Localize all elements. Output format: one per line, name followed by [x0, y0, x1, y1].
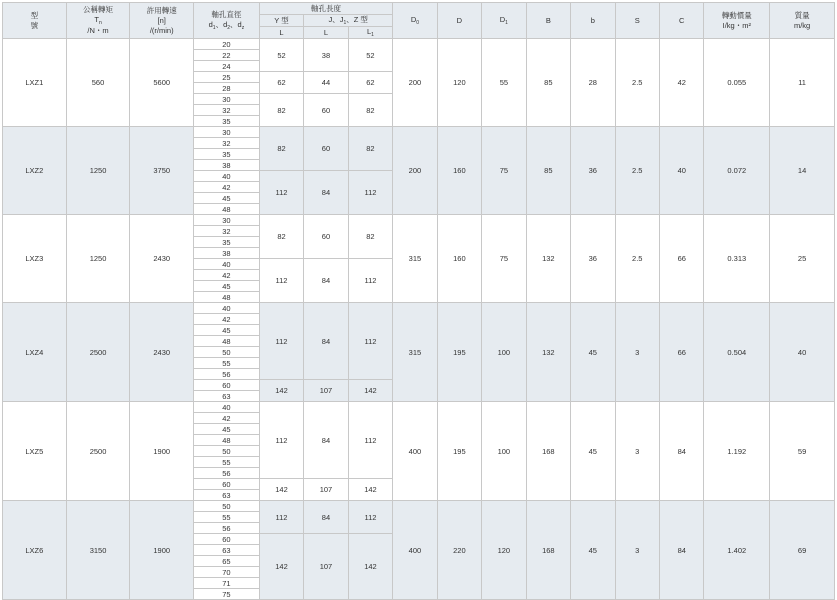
c-cell: 84	[660, 402, 704, 501]
j-length-cell: 107	[304, 479, 348, 501]
bore-cell: 56	[194, 369, 260, 380]
s-cell: 2.5	[615, 39, 659, 127]
mass-cell: 59	[770, 402, 835, 501]
c-cell: 84	[660, 501, 704, 600]
header-inertia-label: 轉動慣量	[721, 10, 752, 20]
y-length-cell: 112	[259, 259, 303, 303]
b-cell: 45	[571, 303, 615, 402]
torque-cell: 1250	[66, 127, 130, 215]
j-length-cell: 84	[304, 171, 348, 215]
l1-length-cell: 142	[348, 479, 392, 501]
bore-cell: 40	[194, 402, 260, 413]
model-group	[3, 501, 835, 600]
header-torque-unit: /N・m	[87, 26, 109, 35]
bore-cell: 30	[194, 94, 260, 105]
inertia-cell: 1.402	[704, 501, 770, 600]
bore-cell: 40	[194, 303, 260, 314]
y-length-cell: 142	[259, 380, 303, 402]
y-length-cell: 112	[259, 171, 303, 215]
coupling-spec-table	[2, 2, 835, 600]
s-cell: 3	[615, 402, 659, 501]
header-c: C	[660, 3, 704, 39]
bore-cell: 45	[194, 193, 260, 204]
bore-cell: 45	[194, 325, 260, 336]
bore-cell: 25	[194, 72, 260, 83]
bore-cell: 24	[194, 61, 260, 72]
d0-cell: 400	[393, 402, 437, 501]
mass-cell: 25	[770, 215, 835, 303]
header-s: S	[615, 3, 659, 39]
table-row	[3, 303, 835, 314]
bore-cell: 63	[194, 391, 260, 402]
b-cell: 28	[571, 39, 615, 127]
c-cell: 40	[660, 127, 704, 215]
j-length-cell: 84	[304, 259, 348, 303]
d1-cell: 100	[482, 402, 526, 501]
header-d1: $D_1$	[482, 3, 526, 39]
mass-cell: 40	[770, 303, 835, 402]
bore-cell: 45	[194, 424, 260, 435]
d-cell: 160	[437, 127, 481, 215]
l1-length-cell: 112	[348, 402, 392, 479]
speed-cell: 5600	[130, 39, 194, 127]
table-row	[3, 402, 835, 413]
d0-cell: 315	[393, 215, 437, 303]
bore-cell: 60	[194, 479, 260, 490]
header-bore	[194, 3, 260, 39]
model-group	[3, 402, 835, 501]
bore-cell: 48	[194, 204, 260, 215]
d1-cell: 75	[482, 127, 526, 215]
inertia-cell: 0.072	[704, 127, 770, 215]
header-jjz-type: J、$J_1$、Z 型	[304, 15, 393, 27]
l1-length-cell: 112	[348, 259, 392, 303]
header-speed: 許用轉速 [n] /(r/min)	[130, 3, 194, 39]
y-length-cell: 82	[259, 127, 303, 171]
header-model: 型 號	[3, 3, 67, 39]
mass-cell: 69	[770, 501, 835, 600]
header-d: D	[437, 3, 481, 39]
y-length-cell: 82	[259, 215, 303, 259]
bore-cell: 42	[194, 182, 260, 193]
b-cell: 132	[526, 215, 570, 303]
l1-length-cell: 62	[348, 72, 392, 94]
bore-cell: 32	[194, 105, 260, 116]
d1-cell: 120	[482, 501, 526, 600]
table-row	[3, 127, 835, 138]
d1-cell: 55	[482, 39, 526, 127]
bore-cell: 50	[194, 446, 260, 457]
header-length: 軸孔長度	[259, 3, 392, 15]
bore-cell: 48	[194, 292, 260, 303]
bore-cell: 20	[194, 39, 260, 50]
j-length-cell: 44	[304, 72, 348, 94]
speed-cell: 1900	[130, 501, 194, 600]
b-cell: 168	[526, 402, 570, 501]
bore-cell: 32	[194, 138, 260, 149]
bore-cell: 30	[194, 215, 260, 226]
c-cell: 66	[660, 215, 704, 303]
bore-cell: 60	[194, 534, 260, 545]
d-cell: 120	[437, 39, 481, 127]
l1-length-cell: 112	[348, 171, 392, 215]
d-cell: 160	[437, 215, 481, 303]
model-cell: LXZ1	[3, 39, 67, 127]
header-inertia	[704, 3, 770, 39]
l1-length-cell: 82	[348, 127, 392, 171]
bore-cell: 55	[194, 457, 260, 468]
speed-cell: 3750	[130, 127, 194, 215]
j-length-cell: 84	[304, 501, 348, 534]
table-row	[3, 39, 835, 50]
l1-length-cell: 142	[348, 380, 392, 402]
b-cell: 132	[526, 303, 570, 402]
bore-cell: 55	[194, 358, 260, 369]
table-row	[3, 501, 835, 512]
header-y-l: L	[259, 27, 303, 39]
bore-cell: 75	[194, 589, 260, 600]
header-torque-label: 公稱轉矩	[83, 5, 114, 14]
model-cell: LXZ4	[3, 303, 67, 402]
bore-cell: 48	[194, 336, 260, 347]
l1-length-cell: 52	[348, 39, 392, 72]
header-torque	[66, 3, 130, 39]
l1-length-cell: 112	[348, 501, 392, 534]
d0-cell: 200	[393, 39, 437, 127]
b-cell: 85	[526, 39, 570, 127]
header-j-l: L	[304, 27, 348, 39]
inertia-cell: 0.504	[704, 303, 770, 402]
l1-length-cell: 142	[348, 534, 392, 600]
bore-cell: 50	[194, 501, 260, 512]
j-length-cell: 107	[304, 534, 348, 600]
bore-cell: 22	[194, 50, 260, 61]
speed-cell: 2430	[130, 215, 194, 303]
s-cell: 2.5	[615, 215, 659, 303]
j-length-cell: 60	[304, 127, 348, 171]
bore-cell: 42	[194, 413, 260, 424]
b-cell: 168	[526, 501, 570, 600]
bore-cell: 38	[194, 248, 260, 259]
table-header	[3, 3, 835, 39]
j-length-cell: 60	[304, 94, 348, 127]
header-inertia-unit: I/kg・m²	[722, 20, 751, 30]
header-l1: $L_1$	[348, 27, 392, 39]
d1-cell: 100	[482, 303, 526, 402]
bore-cell: 35	[194, 149, 260, 160]
j-length-cell: 84	[304, 303, 348, 380]
mass-cell: 11	[770, 39, 835, 127]
l1-length-cell: 82	[348, 94, 392, 127]
bore-cell: 45	[194, 281, 260, 292]
d-cell: 195	[437, 402, 481, 501]
bore-cell: 56	[194, 523, 260, 534]
mass-cell: 14	[770, 127, 835, 215]
bore-cell: 48	[194, 435, 260, 446]
header-bore-label: 軸孔直徑	[211, 10, 242, 19]
model-cell: LXZ3	[3, 215, 67, 303]
bore-cell: 40	[194, 171, 260, 182]
bore-cell: 35	[194, 237, 260, 248]
bore-cell: 42	[194, 270, 260, 281]
model-group	[3, 303, 835, 402]
bore-cell: 50	[194, 347, 260, 358]
j-length-cell: 38	[304, 39, 348, 72]
header-d0: $D_0$	[393, 3, 437, 39]
c-cell: 66	[660, 303, 704, 402]
d0-cell: 315	[393, 303, 437, 402]
inertia-cell: 0.055	[704, 39, 770, 127]
speed-cell: 1900	[130, 402, 194, 501]
bore-cell: 30	[194, 127, 260, 138]
d-cell: 195	[437, 303, 481, 402]
torque-cell: 3150	[66, 501, 130, 600]
y-length-cell: 112	[259, 402, 303, 479]
speed-cell: 2430	[130, 303, 194, 402]
d0-cell: 400	[393, 501, 437, 600]
d0-cell: 200	[393, 127, 437, 215]
torque-cell: 1250	[66, 215, 130, 303]
bore-cell: 55	[194, 512, 260, 523]
j-length-cell: 107	[304, 380, 348, 402]
y-length-cell: 62	[259, 72, 303, 94]
b-cell: 36	[571, 215, 615, 303]
torque-cell: 2500	[66, 303, 130, 402]
b-cell: 45	[571, 501, 615, 600]
table-row	[3, 215, 835, 226]
model-group	[3, 127, 835, 215]
header-b-lower: b	[571, 3, 615, 39]
s-cell: 2.5	[615, 127, 659, 215]
s-cell: 3	[615, 303, 659, 402]
y-length-cell: 112	[259, 303, 303, 380]
bore-cell: 65	[194, 556, 260, 567]
bore-cell: 70	[194, 567, 260, 578]
l1-length-cell: 82	[348, 215, 392, 259]
bore-cell: 28	[194, 83, 260, 94]
inertia-cell: 1.192	[704, 402, 770, 501]
bore-cell: 40	[194, 259, 260, 270]
d-cell: 220	[437, 501, 481, 600]
header-b-upper: B	[526, 3, 570, 39]
bore-cell: 35	[194, 116, 260, 127]
b-cell: 85	[526, 127, 570, 215]
model-group	[3, 39, 835, 127]
bore-cell: 63	[194, 545, 260, 556]
model-group	[3, 215, 835, 303]
b-cell: 45	[571, 402, 615, 501]
bore-cell: 60	[194, 380, 260, 391]
torque-cell: 2500	[66, 402, 130, 501]
d1-cell: 75	[482, 215, 526, 303]
header-bore-symbols: $d_1$、$d_2$、$d_z$	[208, 20, 245, 31]
inertia-cell: 0.313	[704, 215, 770, 303]
header-y-type: Y 型	[259, 15, 303, 27]
y-length-cell: 52	[259, 39, 303, 72]
header-mass: 質量 m/kg	[770, 3, 835, 39]
bore-cell: 56	[194, 468, 260, 479]
torque-cell: 560	[66, 39, 130, 127]
bore-cell: 38	[194, 160, 260, 171]
bore-cell: 71	[194, 578, 260, 589]
model-cell: LXZ2	[3, 127, 67, 215]
header-torque-symbol: $T_n$	[94, 15, 102, 26]
y-length-cell: 112	[259, 501, 303, 534]
y-length-cell: 142	[259, 534, 303, 600]
j-length-cell: 84	[304, 402, 348, 479]
y-length-cell: 82	[259, 94, 303, 127]
j-length-cell: 60	[304, 215, 348, 259]
b-cell: 36	[571, 127, 615, 215]
bore-cell: 32	[194, 226, 260, 237]
y-length-cell: 142	[259, 479, 303, 501]
s-cell: 3	[615, 501, 659, 600]
model-cell: LXZ6	[3, 501, 67, 600]
l1-length-cell: 112	[348, 303, 392, 380]
model-cell: LXZ5	[3, 402, 67, 501]
c-cell: 42	[660, 39, 704, 127]
bore-cell: 63	[194, 490, 260, 501]
bore-cell: 42	[194, 314, 260, 325]
